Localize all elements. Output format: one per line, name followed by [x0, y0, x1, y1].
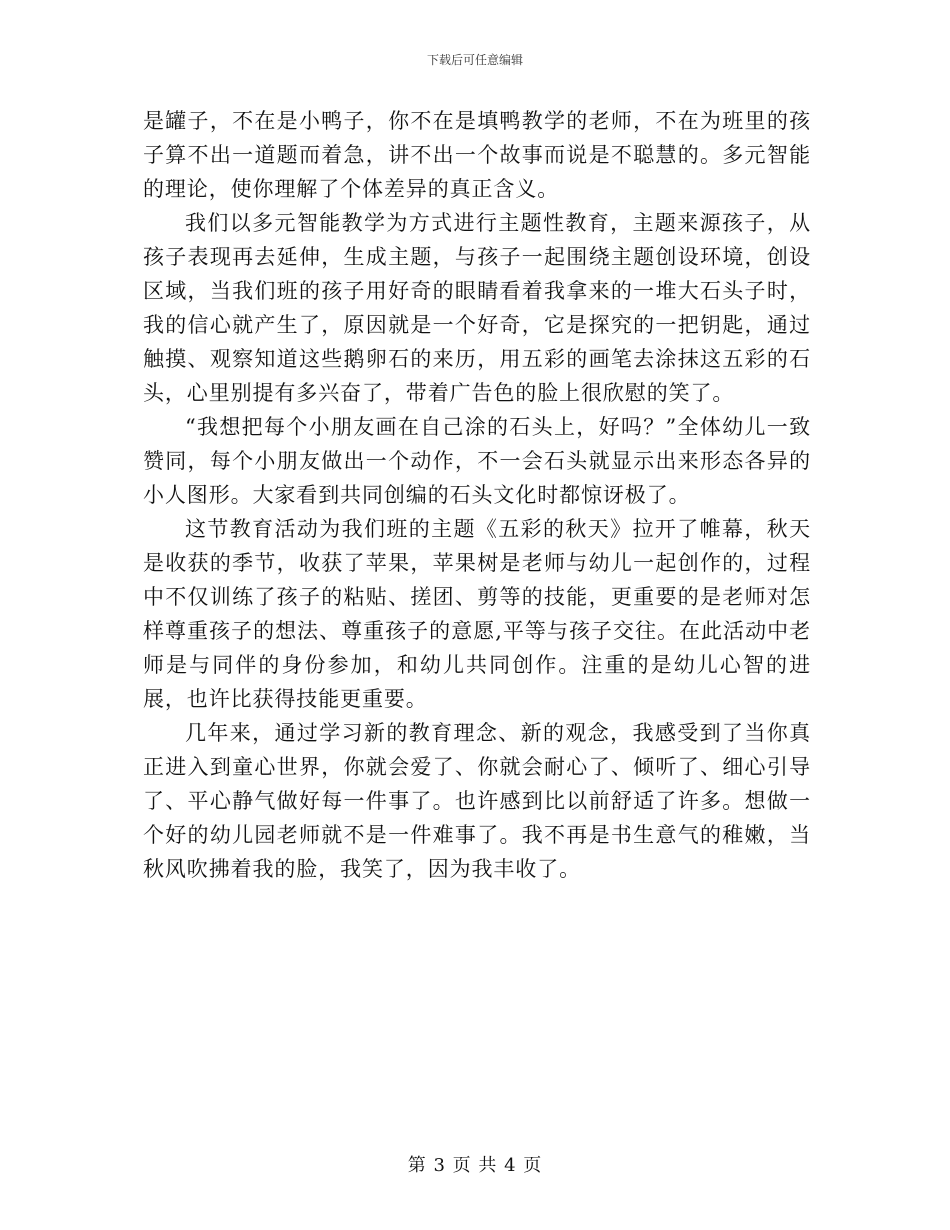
paragraph-2: 我们以多元智能教学为方式进行主题性教育，主题来源孩子，从孩子表现再去延伸，生成主题，与孩子一起围绕主题创设环境，创设区域，当我们班的孩子用好奇的眼睛看着我拿来的一堆大石头子时，我的信心就产生了，原因就是一个好奇，它是探究的一把钥匙，通过触摸、观察知道这些鹅卵石的来历，用五彩的画笔去涂抹这五彩的石头，心里别提有多兴奋了，带着广告色的脸上很欣慰的笑了。: [143, 211, 811, 405]
paragraph-3: “我想把每个小朋友画在自己涂的石头上，好吗？”全体幼儿一致赞同，每个小朋友做出一个动作，不一会石头就显示出来形态各异的小人图形。大家看到共同创编的石头文化时都惊讶极了。: [143, 415, 811, 507]
paragraph-4: 这节教育活动为我们班的主题《五彩的秋天》拉开了帷幕，秋天是收获的季节，收获了苹果，苹果树是老师与幼儿一起创作的，过程中不仅训练了孩子的粘贴、搓团、剪等的技能，更重要的是老师对怎样尊重孩子的想法、尊重孩子的意愿,平等与孩子交往。在此活动中老师是与同伴的身份参加，和幼儿共同创作。注重的是幼儿心智的进展，也许比获得技能更重要。: [143, 517, 811, 711]
page-footer: 第 3 页 共 4 页: [407, 1155, 543, 1176]
page-header: 下载后可任意编辑: [426, 53, 523, 67]
document-body: [143, 104, 811, 886]
paragraph-1: 是罐子，不在是小鸭子，你不在是填鸭教学的老师，不在为班里的孩子算不出一道题而着急，讲不出一个故事而说是不聪慧的。多元智能的理论，使你理解了个体差异的真正含义。: [143, 109, 811, 201]
paragraph-5: 几年来，通过学习新的教育理念、新的观念，我感受到了当你真正进入到童心世界，你就会爱了、你就会耐心了、倾听了、细心引导了、平心静气做好每一件事了。也许感到比以前舒适了许多。想做一个好的幼儿园老师就不是一件难事了。我不再是书生意气的稚嫩，当秋风吹拂着我的脸，我笑了，因为我丰收了。: [143, 721, 811, 881]
